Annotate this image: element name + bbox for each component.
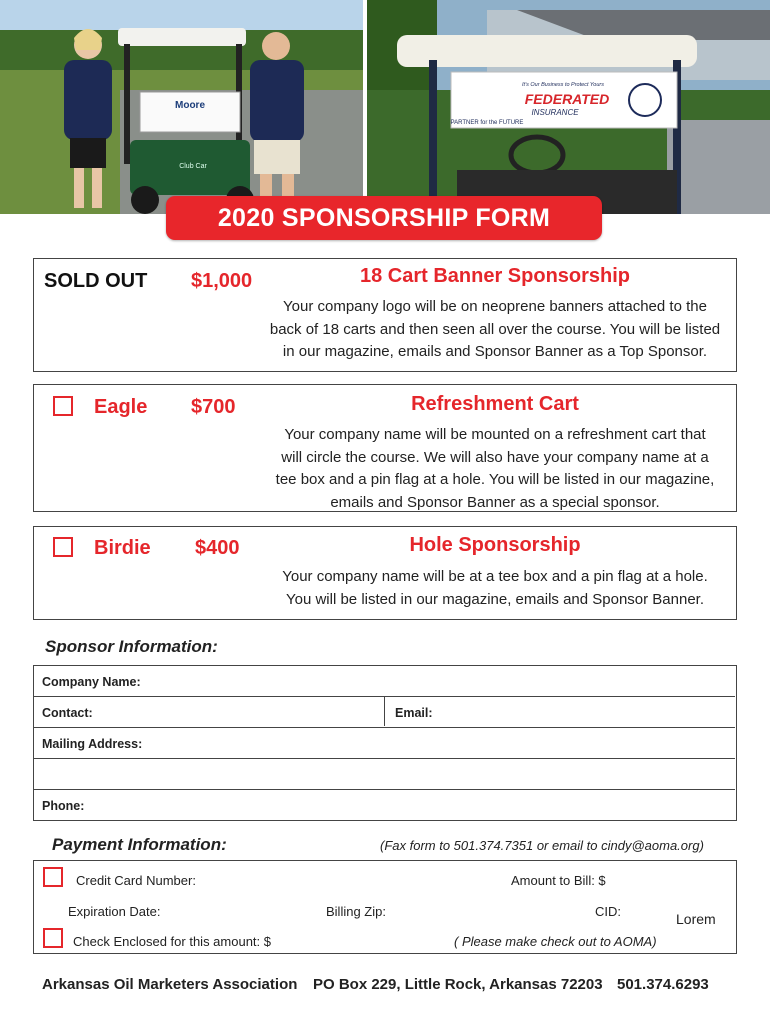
cart-sign-brand: Moore [175,100,205,111]
level-name: Eagle [94,396,148,418]
contact-field[interactable] [34,697,385,726]
banner-seal-icon [629,84,661,116]
level-price: $400 [195,537,240,559]
banner-brand: FEDERATED [524,91,610,107]
fax-note: (Fax form to 501.374.7351 or email to cindy@aoma.org) [380,838,704,853]
phone-field[interactable] [34,790,735,820]
email-field[interactable] [386,697,735,726]
level-status-sold-out: SOLD OUT [44,270,148,292]
payment-info-heading: Payment Information: [52,835,227,854]
level-title: Hole Sponsorship [409,534,581,556]
footer-phone: 501.374.6293 [617,976,709,993]
contact-label: Contact: [42,706,93,720]
company-name-label: Company Name: [42,675,141,689]
phone-label: Phone: [42,799,85,813]
page-title: 2020 SPONSORSHIP FORM [166,196,602,240]
mailing-address-line-2[interactable] [34,759,735,790]
contact-row [34,697,735,728]
payment-box [33,860,737,954]
eagle-checkbox[interactable] [53,396,73,416]
sponsor-info-heading: Sponsor Information: [45,637,218,656]
sponsorship-level-hole [33,526,737,620]
cid-label: CID: [595,904,621,919]
amount-to-bill-label: Amount to Bill: $ [511,873,606,888]
banner-tagline: It's Our Business to Protect Yours [522,82,604,88]
cart-label: Club Car [179,163,207,170]
cid-value[interactable]: Lorem [676,911,716,927]
level-description: Your company name will be at a tee box and a pin flag at a hole. You will be listed in our magazine, emails and Sponsor Banner. [282,568,708,608]
level-name: Birdie [94,537,151,559]
banner-partner: PARTNER for the FUTURE [450,120,524,126]
footer-address: PO Box 229, Little Rock, Arkansas 72203 [313,976,603,993]
credit-card-checkbox[interactable] [43,867,63,887]
photo-golf-cart-sponsors [0,0,363,214]
sponsorship-level-cart-banner [33,258,737,372]
check-enclosed-label: Check Enclosed for this amount: $ [73,934,271,949]
photo-cart-banner [367,0,770,214]
check-enclosed-checkbox[interactable] [43,928,63,948]
check-note: ( Please make check out to AOMA) [454,934,657,949]
email-label: Email: [395,706,433,720]
billing-zip-label: Billing Zip: [326,904,386,919]
hero-photos [0,0,770,214]
expiration-date-label: Expiration Date: [68,904,161,919]
level-price: $1,000 [191,270,253,292]
company-name-field[interactable] [34,666,735,697]
level-description: Your company logo will be on neoprene banners attached to the back of 18 carts and then seen all over the course. You will be listed in our magazine, emails and Sponsor Banner as a Top Sponsor. [269,298,721,360]
banner-brand-sub: INSURANCE [531,108,579,117]
footer-org: Arkansas Oil Marketers Association [42,976,298,993]
sponsorship-level-refreshment-cart [33,384,737,512]
level-title: 18 Cart Banner Sponsorship [359,265,631,287]
level-title: Refreshment Cart [411,393,579,415]
mailing-address-label: Mailing Address: [42,737,143,751]
level-description: Your company name will be mounted on a refreshment cart that will circle the course. We will also have your company name at a tee box and a pin flag at a hole. You will be listed in our magazine, emails and Sponsor Banner as a special sponsor. [275,426,715,511]
level-price: $700 [191,396,236,418]
mailing-address-field[interactable] [34,728,735,759]
birdie-checkbox[interactable] [53,537,73,557]
sponsor-info-grid [33,665,737,821]
credit-card-label: Credit Card Number: [76,873,196,888]
